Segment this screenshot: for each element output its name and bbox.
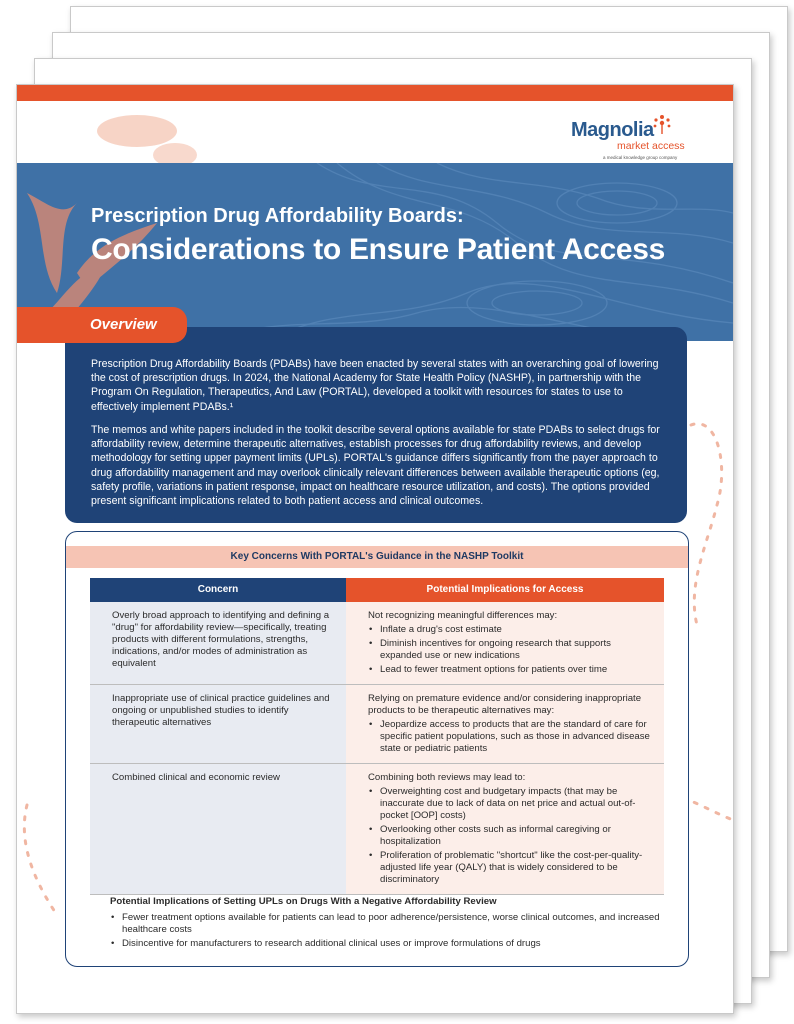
list-item: • Fewer treatment options available for patients can lead to poor adherence/persistence, worse clinical outcomes, and increased healthcare costs (122, 912, 670, 936)
implications-intro: Combining both reviews may lead to: (368, 772, 526, 783)
implications-column-header: Potential Implications for Access (346, 578, 664, 602)
upl-implications-list (110, 912, 670, 950)
table-row (90, 685, 664, 764)
implications-intro: Relying on premature evidence and/or considering inappropriate products to be therapeutic alternatives may: (368, 693, 642, 716)
title-line-2: Considerations to Ensure Patient Access (91, 233, 666, 266)
logo-wordmark: Magnolia (571, 119, 654, 141)
table-header-row (90, 578, 664, 602)
list-item: • Disincentive for manufacturers to research additional clinical uses or improve formulations of drugs (122, 938, 670, 950)
list-item: • Lead to fewer treatment options for patients over time (380, 664, 654, 676)
title-line-1: Prescription Drug Affordability Boards: (91, 205, 464, 227)
logo-subtitle: market access (617, 140, 685, 152)
concern-column-header: Concern (90, 578, 346, 602)
overview-paragraph-2: The memos and white papers included in the toolkit describe several options available for state PDABs to select drugs for affordability review, determine therapeutic alternatives, establish processes for drug affordability reviews, and develop methodology for setting upper payment limits (UPLs). PORTAL's guidance differs significantly from the payer approach to drug affordability management and may overlook clinically relevant differences between available therapeutic options (eg, safety profile, variations in patient response, impact on healthcare resource utilization, and costs). The options provided present significant implications related to both patient access and clinical outcomes. (91, 424, 660, 508)
upl-implications (110, 896, 670, 952)
overview-paragraph-1: Prescription Drug Affordability Boards (PDABs) have been enacted by several states with an overarching goal of lowering the cost of prescription drugs. In 2024, the National Academy for State Health Policy (NASHP), in partnership with the Program On Regulation, Therapeutics, And Law (PORTAL), developed a toolkit with resources for states to use to effectively implement PDABs.¹ (91, 358, 659, 413)
implications-list (368, 786, 654, 886)
document-page (16, 84, 734, 1014)
concern-cell: Combined clinical and economic review (90, 764, 346, 895)
concern-cell: Overly broad approach to identifying and defining a "drug" for affordability review—specifically, treating products with different formulations, strengths, indications, and/or modes of administration as equivalent (90, 602, 346, 685)
implications-cell (346, 764, 664, 895)
implications-list (368, 624, 654, 676)
implications-list (368, 719, 654, 755)
list-item: • Overlooking other costs such as informal caregiving or hospitalization (380, 824, 654, 848)
list-item: • Overweighting cost and budgetary impacts (that may be inaccurate due to lack of data on net price and actual out-of-pocket [OOP] costs) (380, 786, 654, 822)
overview-label: Overview (90, 316, 157, 333)
key-concerns-section (65, 531, 689, 967)
implications-intro: Not recognizing meaningful differences may: (368, 610, 558, 621)
implications-cell (346, 602, 664, 685)
list-item: • Inflate a drug's cost estimate (380, 624, 654, 636)
concern-cell: Inappropriate use of clinical practice guidelines and ongoing or unpublished studies to identify therapeutic alternatives (90, 685, 346, 764)
list-item: • Proliferation of problematic "shortcut" like the cost-per-quality-adjusted life year (QALY) that is widely considered to be discriminatory (380, 850, 654, 886)
key-concerns-table (90, 578, 664, 895)
list-item: • Diminish incentives for ongoing research that supports expanded use or new indications (380, 638, 654, 662)
logo-tagline: a medical knowledge group company (603, 155, 678, 160)
implications-cell (346, 685, 664, 764)
table-row (90, 602, 664, 685)
key-concerns-title: Key Concerns With PORTAL's Guidance in the NASHP Toolkit (66, 546, 688, 568)
table-row (90, 764, 664, 895)
upl-implications-title: Potential Implications of Setting UPLs on Drugs With a Negative Affordability Review (110, 896, 497, 907)
list-item: • Jeopardize access to products that are the standard of care for specific patient populations, such as those in advanced disease state or pediatric patients (380, 719, 654, 755)
